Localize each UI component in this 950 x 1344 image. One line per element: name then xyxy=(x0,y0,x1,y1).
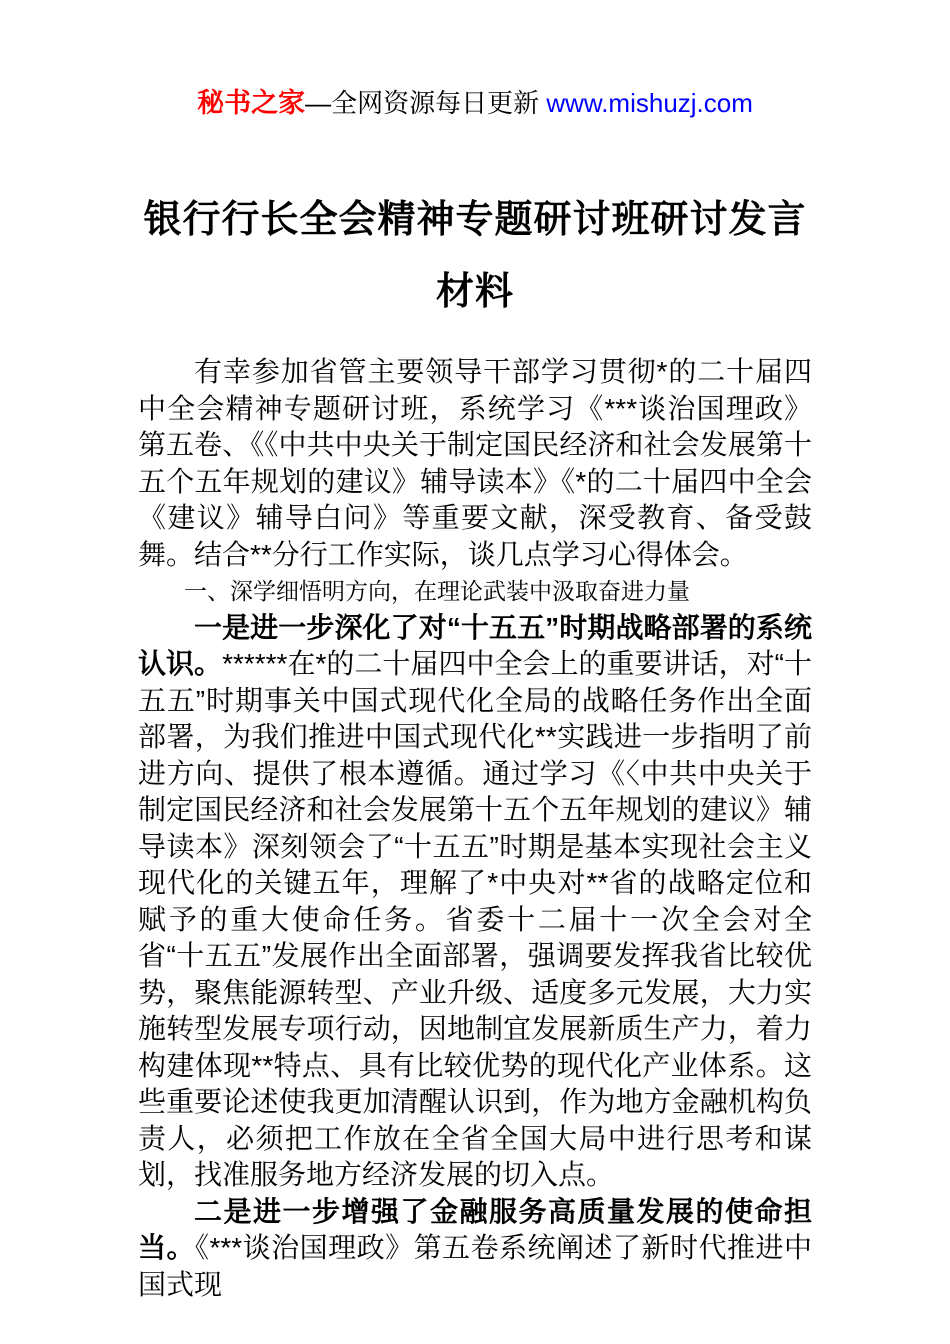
paragraph-point-2 xyxy=(138,1194,812,1304)
site-header xyxy=(0,0,950,120)
header-url-link[interactable]: www.mishuzj.com xyxy=(546,88,753,118)
section-1-heading: 一、深学细悟明方向，在理论武装中汲取奋进力量 xyxy=(184,578,690,604)
document-title-line1: 银行行长全会精神专题研讨班研讨发言 xyxy=(143,199,807,241)
point-2-body: 《***谈治国理政》第五卷系统阐述了新时代推进中国式现 xyxy=(138,1232,812,1300)
header-tagline: 全网资源每日更新 xyxy=(331,88,547,118)
point-1-body: ******在*的二十届四中全会上的重要讲话，对“十五五”时期事关中国式现代化全局的战略任务作出全面部署，为我们推进中国式现代化**实践进一步指明了前进方向、提供了根本遵循。通过学习《〈中共中央关于制定国民经济和社会发展第十五个五年规划的建议》辅导读本》深刻领会了“十五五”时期是基本实现社会主义现代化的关键五年，理解了*中央对**省的战略定位和赋予的重大使命任务。省委十二届十一次全会对全省“十五五”发展作出全面部署，强调要发挥我省比较优势，聚焦能源转型、产业升级、适度多元发展，大力实施转型发展专项行动，因地制宜发展新质生产力，着力构建体现**特点、具有比较优势的现代化产业体系。这些重要论述使我更加清醒认识到，作为地方金融机构负责人，必须把工作放在全省全国大局中进行思考和谋划，找准服务地方经济发展的切入点。 xyxy=(138,648,812,1190)
paragraph-intro: 有幸参加省管主要领导干部学习贯彻*的二十届四中全会精神专题研讨班，系统学习《***谈治国理政》第五卷、《《中共中央关于制定国民经济和社会发展第十五个五年规划的建议》辅导读本》《*的二十届四中全会《建议》辅导白问》等重要文献，深受教育、备受鼓舞。结合**分行工作实际，谈几点学习心得体会。 xyxy=(138,356,812,570)
point-2-lead: 二是进一步增强了金融服务高质量发展的使命担当。 xyxy=(138,1195,812,1263)
paragraph-point-1 xyxy=(138,610,812,1194)
point-1-lead: 一是进一步深化了对“十五五”时期战略部署的系统认识。 xyxy=(138,611,812,679)
document-title-line2: 材料 xyxy=(435,271,514,313)
site-brand: 秘书之家 xyxy=(197,88,306,118)
document-body xyxy=(138,354,812,1303)
header-separator: — xyxy=(305,88,332,118)
document-title xyxy=(70,184,880,328)
